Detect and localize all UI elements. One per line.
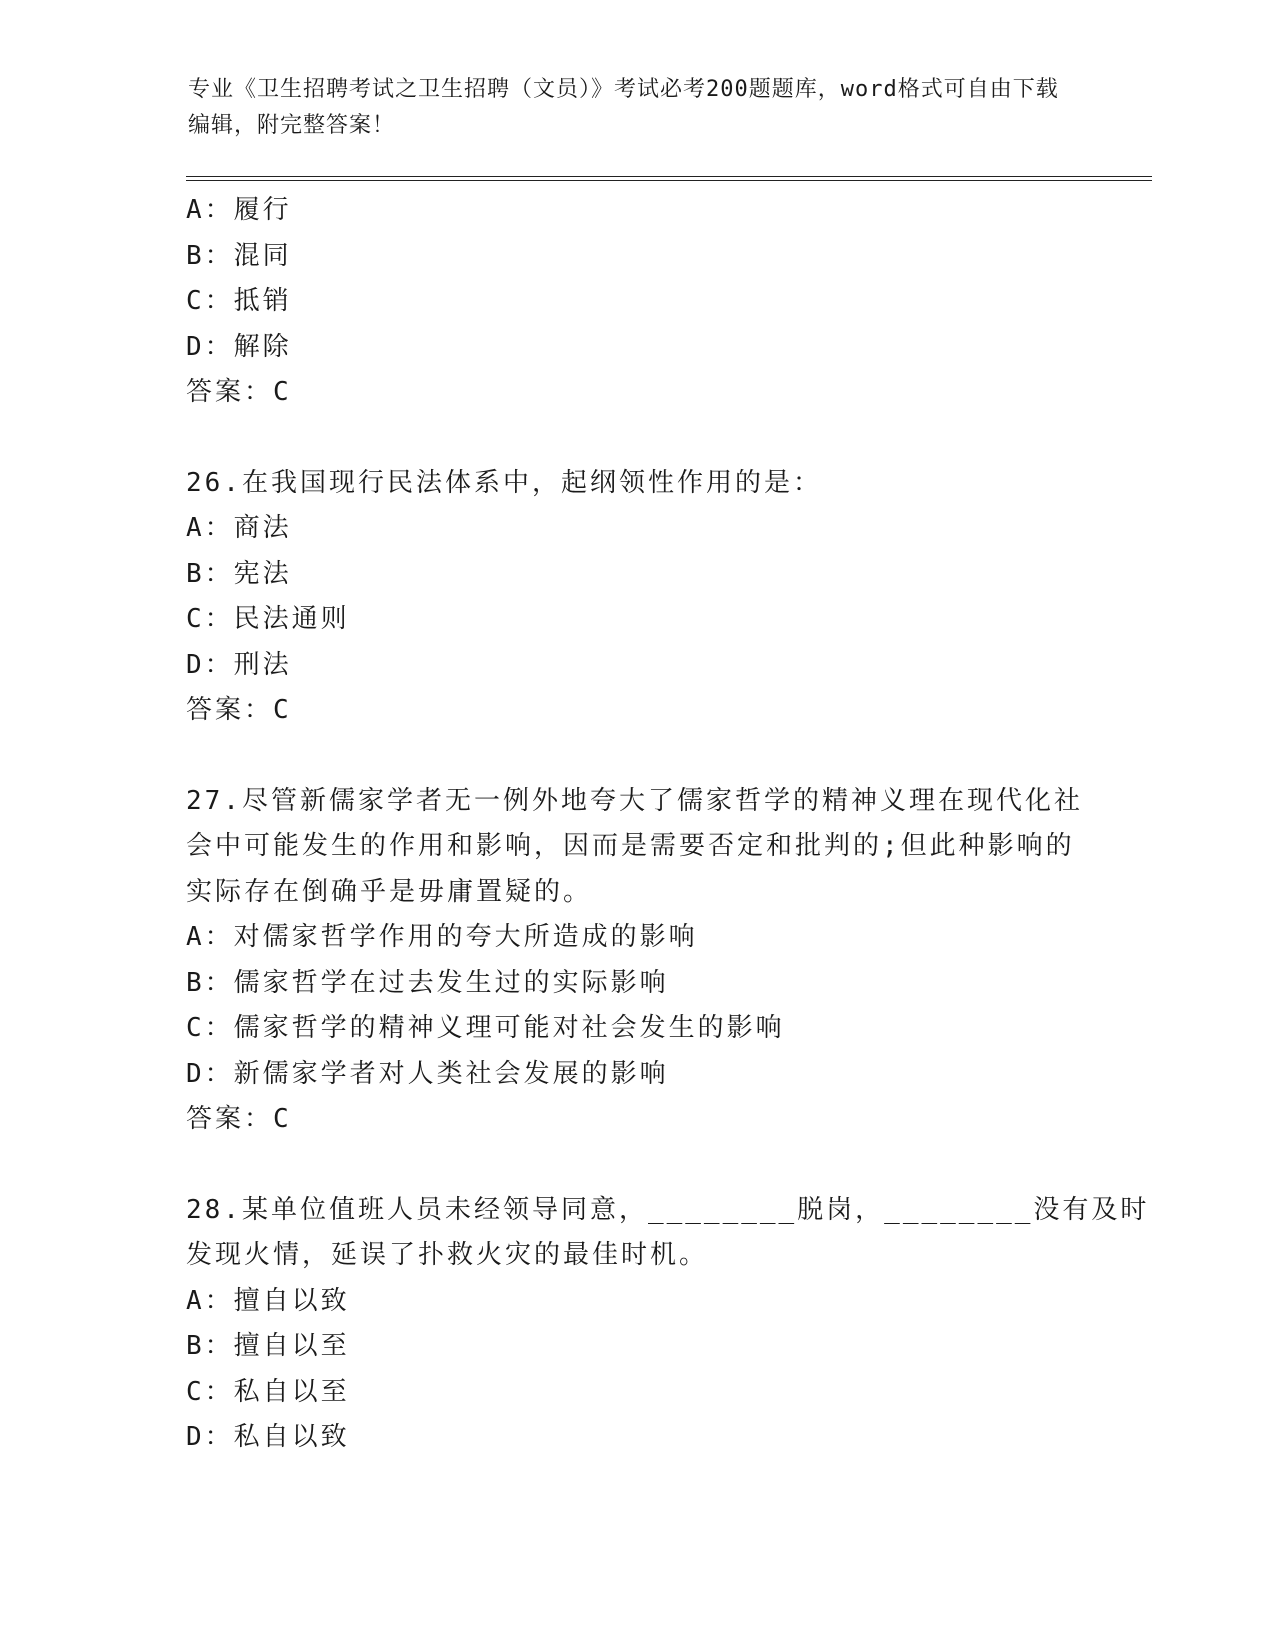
question-stem-line: 发现火情，延误了扑救火灾的最佳时机。 (186, 1240, 709, 1270)
option-c: C：抵销 (186, 286, 292, 316)
spacer (186, 1143, 1086, 1188)
question-block-26 (186, 461, 1086, 734)
option-c: C：儒家哲学的精神义理可能对社会发生的影响 (186, 1013, 785, 1043)
option-a: A：履行 (186, 195, 292, 225)
option-d: D：新儒家学者对人类社会发展的影响 (186, 1058, 669, 1089)
answer-label: 答案：C (186, 1104, 292, 1134)
option-b: B：混同 (186, 240, 292, 271)
option-a: A：擅自以致 (186, 1285, 350, 1316)
option-c: C：私自以至 (186, 1376, 350, 1407)
question-block-27 (186, 779, 1086, 1143)
question-stem: 26.在我国现行民法体系中，起纲领性作用的是： (186, 467, 822, 498)
option-d: D：刑法 (186, 649, 292, 680)
question-stem-line: 28.某单位值班人员未经领导同意，________脱岗，________没有及时 (186, 1194, 1150, 1225)
question-block-25 (186, 188, 1086, 416)
option-b: B：儒家哲学在过去发生过的实际影响 (186, 967, 669, 998)
option-d: D：解除 (186, 331, 292, 362)
option-a: A：对儒家哲学作用的夸大所造成的影响 (186, 922, 698, 952)
question-stem-line: 实际存在倒确乎是毋庸置疑的。 (186, 876, 593, 907)
option-a: A：商法 (186, 513, 292, 543)
answer-label: 答案：C (186, 695, 292, 725)
option-b: B：宪法 (186, 558, 292, 589)
option-b: B：擅自以至 (186, 1331, 350, 1361)
question-list (186, 188, 1150, 1461)
document-header (188, 72, 1068, 144)
header-divider (186, 176, 1152, 181)
document-title: 专业《卫生招聘考试之卫生招聘（文员）》考试必考200题题库，word格式可自由下载编辑，附完整答案！ (188, 77, 1059, 138)
option-c: C：民法通则 (186, 604, 350, 634)
spacer (186, 734, 1086, 779)
spacer (186, 416, 1086, 461)
question-stem-line: 27.尽管新儒家学者无一例外地夸大了儒家哲学的精神义理在现代化社 (186, 785, 1083, 816)
answer-label: 答案：C (186, 377, 292, 407)
option-d: D：私自以致 (186, 1422, 350, 1452)
question-stem-line: 会中可能发生的作用和影响，因而是需要否定和批判的;但此种影响的 (186, 831, 1075, 861)
question-block-28 (186, 1188, 1150, 1461)
